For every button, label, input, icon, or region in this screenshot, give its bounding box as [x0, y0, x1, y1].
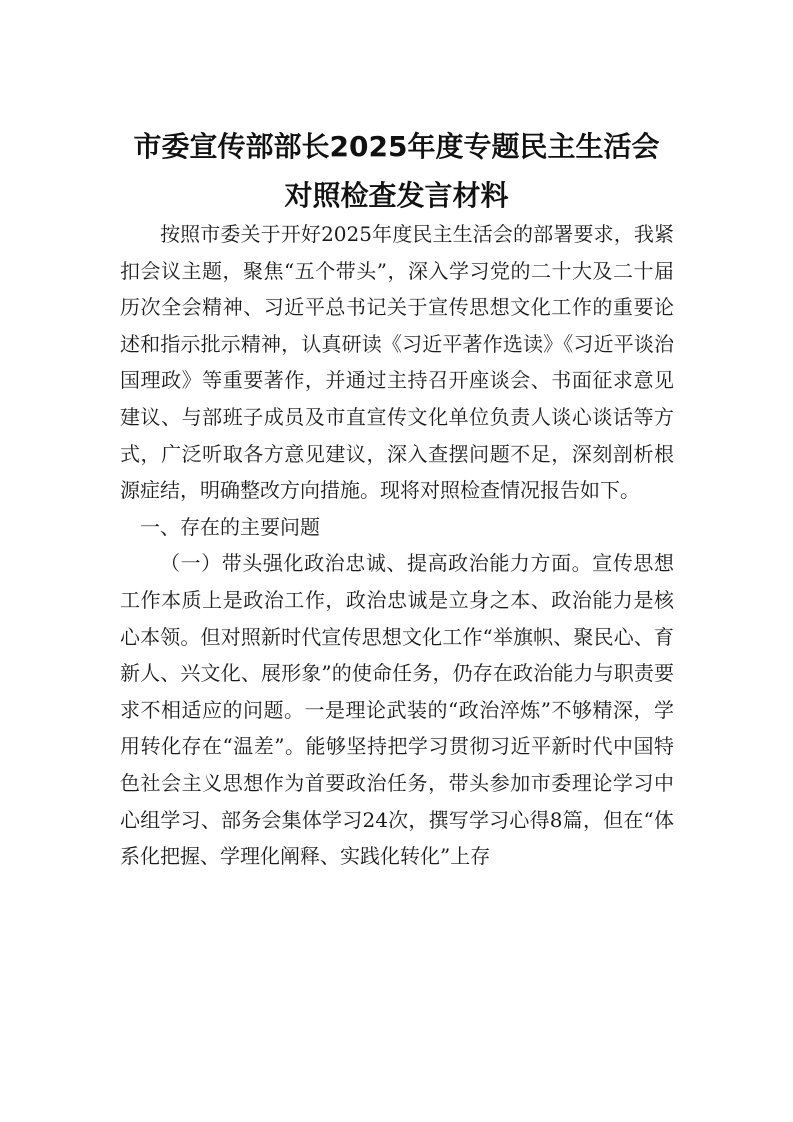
document-body: [120, 216, 674, 875]
section-heading: 一、存在的主要问题: [140, 514, 320, 539]
document-title-line-2: 对照检查发言材料: [284, 179, 509, 212]
body-paragraph: （一）带头强化政治忠诚、提高政治能力方面。宣传思想工作本质上是政治工作，政治忠诚是立身之本、政治能力是核心本领。但对照新时代宣传思想文化工作“举旗帜、聚民心、育新人、兴文化、展形象”的使命任务，仍存在政治能力与职责要求不相适应的问题。一是理论武装的“政治淬炼”不够精深，学用转化存在“温差”。能够坚持把学习贯彻习近平新时代中国特色社会主义思想作为首要政治任务，带头参加市委理论学习中心组学习、部务会集体学习24次，撰写学习心得8篇，但在“体系化把握、学理化阐释、实践化转化”上存: [120, 551, 674, 869]
document-title-line-1: 市委宣传部部长2025年度专题民主生活会: [133, 130, 660, 163]
intro-paragraph: 按照市委关于开好2025年度民主生活会的部署要求，我紧扣会议主题，聚焦“五个带头”，深入学习党的二十大及二十届历次全会精神、习近平总书记关于宣传思想文化工作的重要论述和指示批示精神，认真研读《习近平著作选读》《习近平谈治国理政》等重要著作，并通过主持召开座谈会、书面征求意见建议、与部班子成员及市直宣传文化单位负责人谈心谈话等方式，广泛听取各方意见建议，深入查摆问题不足，深刻剖析根源症结，明确整改方向措施。现将对照检查情况报告如下。: [120, 222, 674, 503]
